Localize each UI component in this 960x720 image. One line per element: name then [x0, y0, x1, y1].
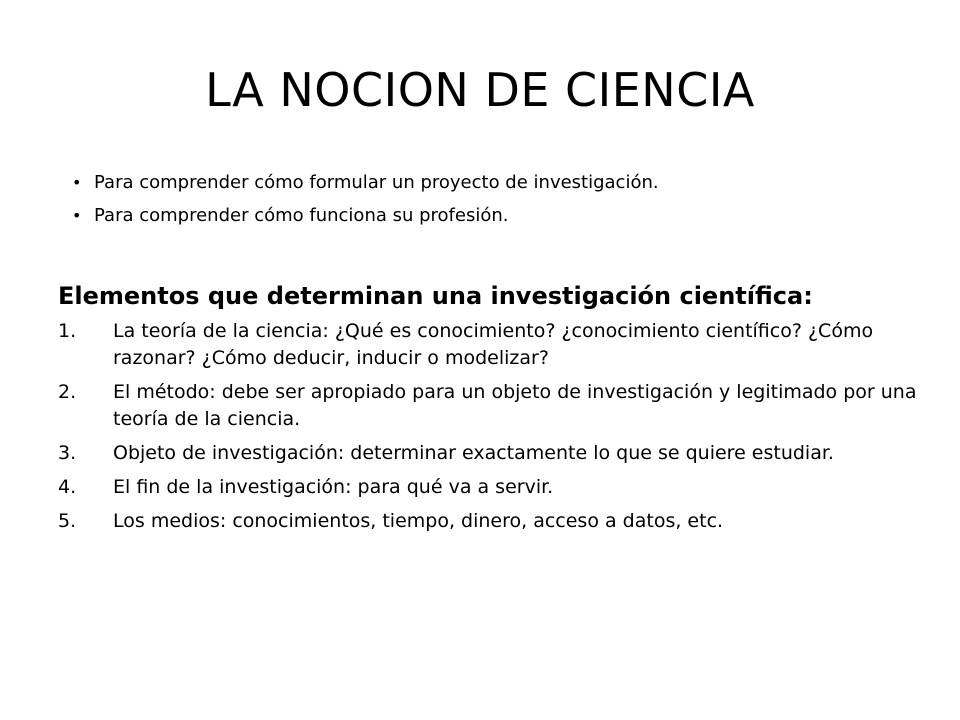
bullet-symbol: • [72, 173, 82, 192]
numbered-list [58, 318, 918, 542]
item-text: Los medios: conocimientos, tiempo, dinero, acceso a datos, etc. [113, 510, 724, 532]
bullet-text: Para comprender cómo formular un proyecto de investigación. [94, 172, 659, 193]
numbered-item [58, 474, 918, 501]
item-text: El método: debe ser apropiado para un objeto de investigación y legitimado por una teoría de la ciencia. [113, 381, 917, 430]
bullet-item [72, 171, 912, 195]
numbered-item [58, 318, 918, 372]
item-text: El fin de la investigación: para qué va a servir. [113, 476, 554, 498]
slide-title: LA NOCION DE CIENCIA [205, 63, 755, 117]
numbered-item [58, 379, 918, 433]
section-heading: Elementos que determinan una investigación científica: [58, 282, 813, 310]
item-number: 3. [58, 442, 77, 464]
item-text: Objeto de investigación: determinar exactamente lo que se quiere estudiar. [113, 442, 834, 464]
numbered-item [58, 508, 918, 535]
bullet-item [72, 204, 912, 228]
item-number: 1. [58, 320, 77, 342]
numbered-item [58, 440, 918, 467]
item-number: 2. [58, 381, 77, 403]
bullet-text: Para comprender cómo funciona su profesión. [94, 205, 509, 226]
item-number: 4. [58, 476, 77, 498]
bullet-list [72, 171, 912, 237]
item-text: La teoría de la ciencia: ¿Qué es conocimiento? ¿conocimiento científico? ¿Cómo razonar? ¿Cómo deducir, inducir o modelizar? [113, 320, 874, 369]
item-number: 5. [58, 510, 77, 532]
bullet-symbol: • [72, 206, 82, 225]
